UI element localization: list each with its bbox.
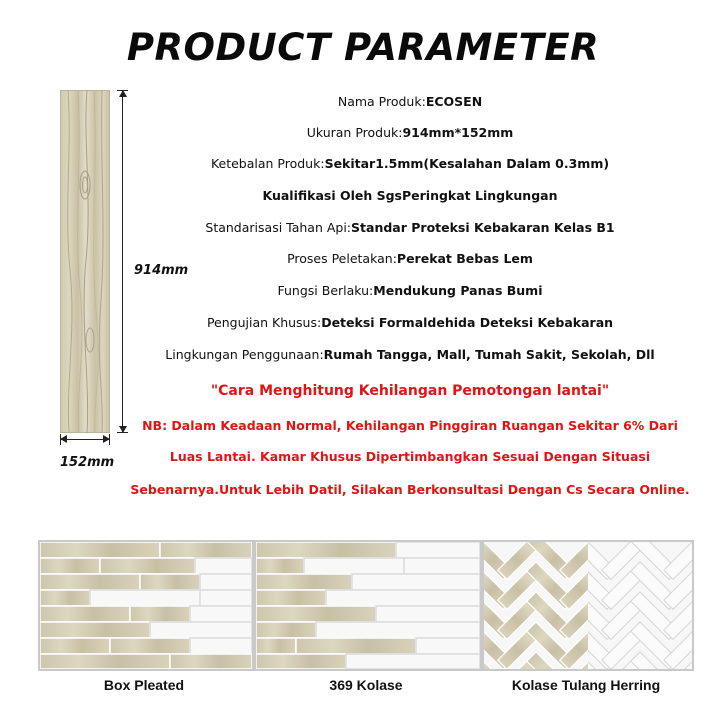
spec-line [130, 125, 690, 140]
spec-value: Sekitar1.5mm(Kesalahan Dalam 0.3mm) [324, 156, 610, 171]
spec-value: 914mm*152mm [402, 125, 514, 140]
spec-label: Ukuran Produk: [306, 125, 403, 140]
pattern-box-pleated-image [38, 540, 254, 671]
spec-value: Rumah Tangga, Mall, Tumah Sakit, Sekolah, Dll [323, 347, 655, 362]
pattern-herringbone-image [482, 540, 694, 671]
height-label: 914mm [134, 263, 189, 278]
height-dimension-line [122, 90, 123, 433]
note-line: Luas Lantai. Kamar Khusus Dipertimbangkan Sesuai Dengan Situasi [169, 449, 651, 464]
page-title: PRODUCT PARAMETER [126, 26, 600, 69]
arrow-right-icon [103, 435, 110, 443]
pattern-369-kolase-image [254, 540, 482, 671]
spec-label: Standarisasi Tahan Api: [205, 220, 352, 235]
spec-line [130, 315, 690, 330]
spec-line [130, 347, 690, 362]
spec-label: Nama Produk: [337, 94, 426, 109]
spec-label: Proses Peletakan: [287, 251, 397, 266]
spec-label: Fungsi Berlaku: [277, 283, 374, 298]
note-heading: "Cara Menghitung Kehilangan Pemotongan lantai" [210, 383, 610, 399]
width-label: 152mm [60, 455, 115, 470]
spec-value: Deteksi Formaldehida Deteksi Kebakaran [321, 315, 614, 330]
spec-label: Pengujian Khusus: [206, 315, 322, 330]
spec-value: Perekat Bebas Lem [396, 251, 533, 266]
spec-line [130, 188, 690, 203]
pattern-caption-box-pleated: Box Pleated [103, 677, 185, 693]
spec-line [130, 94, 690, 109]
spec-value: Mendukung Panas Bumi [373, 283, 543, 298]
spec-line [130, 283, 690, 298]
note-line: Sebenarnya.Untuk Lebih Datil, Silakan Berkonsultasi Dengan Cs Secara Online. [130, 482, 690, 497]
pattern-caption-369-kolase: 369 Kolase [329, 677, 403, 693]
spec-label: Lingkungan Penggunaan: [165, 347, 324, 362]
spec-value: ECOSEN [425, 94, 483, 109]
arrow-left-icon [60, 435, 67, 443]
spec-line [130, 156, 690, 171]
spec-label: Ketebalan Produk: [210, 156, 325, 171]
pattern-caption-herringbone: Kolase Tulang Herring [511, 677, 661, 693]
spec-line [130, 251, 690, 266]
note-line: NB: Dalam Keadaan Normal, Kehilangan Pinggiran Ruangan Sekitar 6% Dari [142, 418, 678, 433]
plank-image [60, 90, 110, 433]
spec-line [130, 220, 690, 235]
arrow-up-icon [119, 90, 127, 97]
spec-value: Standar Proteksi Kebakaran Kelas B1 [351, 220, 615, 235]
spec-value: Kualifikasi Oleh SgsPeringkat Lingkungan [262, 188, 558, 203]
